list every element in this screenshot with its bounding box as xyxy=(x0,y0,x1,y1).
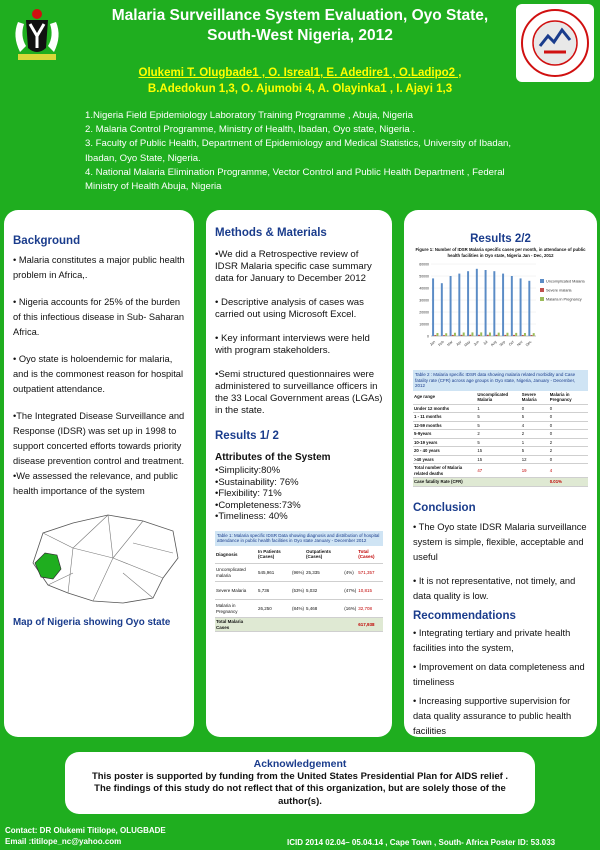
table-cell: Diagnosis xyxy=(215,546,257,564)
table-total-row xyxy=(215,618,383,632)
bar-jun-series-0 xyxy=(476,269,478,336)
attributes-subtitle: Attributes of the System xyxy=(215,452,331,463)
figure1-caption: Figure 1: Number of IDSR Malaria specific cases per month, in attendance of public health facilities in Oyo state, Nigeria Jan - Dec, 2012 xyxy=(415,247,586,258)
affiliation-4: 4. National Malaria Elimination Programme, Vector Control and Public Health Department , Federal Ministry of Health Abuja, Nigeria xyxy=(85,166,505,193)
bar-jan-series-2 xyxy=(436,333,438,336)
list-item: • The Oyo state IDSR Malaria surveillance system is simple, flexible, acceptable and useful xyxy=(413,521,587,562)
table-cell: 47 xyxy=(476,464,520,478)
bar-jun-series-1 xyxy=(478,335,480,336)
x-tick-label: Jan xyxy=(429,339,437,347)
table-cell: Total (Cases) xyxy=(357,546,383,564)
table-cell: 1 xyxy=(521,438,549,447)
y-tick-label: 30000 xyxy=(419,298,429,303)
bar-aug-series-1 xyxy=(496,335,498,336)
bar-jan-series-1 xyxy=(434,335,436,336)
table-cell: 5,032 xyxy=(305,582,343,600)
x-tick-label: Dec xyxy=(524,339,533,348)
table-cell: 5 xyxy=(476,438,520,447)
authors-line-1 xyxy=(95,65,505,81)
table-row xyxy=(413,464,588,478)
bar-mar-series-1 xyxy=(452,335,454,336)
methods-para-2: • Descriptive analysis of cases was carried out using Microsoft Excel. xyxy=(215,297,364,320)
table-cell xyxy=(521,478,549,487)
table-cell: 0 xyxy=(549,455,588,464)
table-row xyxy=(413,421,588,430)
table-cell xyxy=(343,546,357,564)
acknowledgement-box xyxy=(65,752,535,814)
background-para-4: •The Integrated Disease Surveillance and Response (IDSR) was set up in 1998 to support concerted efforts towards priority disease prevention control and treatment. xyxy=(13,411,185,466)
x-tick-label: May xyxy=(463,339,472,348)
table-cell xyxy=(291,618,305,632)
authors xyxy=(95,65,505,97)
table-cell: (16%) xyxy=(343,600,357,618)
table-cell: 19 xyxy=(521,464,549,478)
table-cell: 0 xyxy=(549,404,588,413)
y-tick-label: 60000 xyxy=(419,262,429,267)
nigeria-map xyxy=(13,503,185,613)
table2-grid xyxy=(413,391,588,487)
bar-nov-series-2 xyxy=(524,333,526,336)
bar-jul-series-0 xyxy=(485,270,487,336)
table-cell xyxy=(305,618,343,632)
methods-para-4: •Semi structured questionnaires were administered to surveillance officers in the 33 Local Government areas (LGAs) in the state. xyxy=(215,369,383,416)
table-cell: (4%) xyxy=(343,564,357,582)
results-panel xyxy=(404,210,597,737)
coat-of-arms-logo xyxy=(6,4,68,66)
results2-title: Results 2/2 xyxy=(470,233,531,245)
table-cell: (96%) xyxy=(291,564,305,582)
background-para-5: •We assessed the relevance, and public health importance of the system xyxy=(13,471,178,496)
table-cell: 0 xyxy=(549,413,588,422)
attribute-flexibility: •Flexibility: 71% xyxy=(215,488,282,499)
conclusion-title: Conclusion xyxy=(413,501,476,514)
bar-oct-series-0 xyxy=(511,276,513,336)
table-cell: 2 xyxy=(521,430,549,439)
affiliation-3: 3. Faculty of Public Health, Department of Epidemiology and Medical Statistics, University of Ibadan, Ibadan, Oyo State, Nigeria. xyxy=(85,138,512,164)
table-row xyxy=(413,430,588,439)
x-tick-label: Aug xyxy=(489,339,498,348)
affiliations xyxy=(85,109,525,194)
methods-para-1: •We did a Retrospective review of IDSR Malaria specific case summary data for January to December 2012 xyxy=(215,249,372,284)
table-cell: 15 xyxy=(476,455,520,464)
table-cell: 12-59 months xyxy=(413,421,476,430)
bar-apr-series-0 xyxy=(458,274,460,336)
bar-jan-series-0 xyxy=(432,278,434,336)
table1-header xyxy=(215,546,383,564)
bar-oct-series-2 xyxy=(515,333,517,336)
recommendations-list xyxy=(413,626,588,739)
table-cell: 545,961 xyxy=(257,564,291,582)
legend-label: Severe malaria xyxy=(546,288,572,293)
attribute-timeliness: •Timeliness: 40% xyxy=(215,511,288,522)
table-cell: 0.01% xyxy=(549,478,588,487)
contact-info xyxy=(5,826,166,847)
table-cell: Malaria in Pregnancy xyxy=(549,391,588,405)
methods-title: Methods & Materials xyxy=(215,227,327,239)
bar-sep-series-1 xyxy=(504,335,506,336)
table-row xyxy=(413,404,588,413)
bar-aug-series-2 xyxy=(498,333,500,336)
x-tick-label: Oct xyxy=(508,339,515,347)
bar-feb-series-1 xyxy=(443,335,445,336)
table-cell: 1 - 11 months xyxy=(413,413,476,422)
table-cell: 5 xyxy=(476,421,520,430)
contact-name: Contact: DR Olukemi Titilope, OLUGBADE xyxy=(5,826,166,835)
list-item: • Integrating tertiary and private health facilities into the system, xyxy=(413,627,571,653)
y-tick-label: 10000 xyxy=(419,322,429,327)
methods-panel xyxy=(206,210,392,737)
y-tick-label: 20000 xyxy=(419,310,429,315)
table-total-row xyxy=(413,478,588,487)
table-cell: 0 xyxy=(549,430,588,439)
x-tick-label: Mar xyxy=(446,339,454,348)
table2-caption: Table 2 : Malaria specific IDSR data showing malaria related morbidity and Case fatality rate (CFR) across age groups in Oyo state, Nigeria, January - December, 2012 xyxy=(413,370,588,391)
legend-swatch xyxy=(540,279,544,283)
bar-dec-series-1 xyxy=(531,335,533,336)
table-cell: Uncomplicated malaria xyxy=(215,564,257,582)
table-cell: 2 xyxy=(476,430,520,439)
bar-feb-series-2 xyxy=(445,333,447,336)
bar-dec-series-0 xyxy=(528,281,530,336)
figure1 xyxy=(413,247,588,368)
bar-oct-series-1 xyxy=(513,335,515,336)
table-cell: Case fatality Rate (CFR) xyxy=(413,478,476,487)
header xyxy=(0,0,600,200)
background-title: Background xyxy=(13,235,81,247)
bar-aug-series-0 xyxy=(493,271,495,336)
map-caption: Map of Nigeria showing Oyo state xyxy=(13,617,171,628)
background-panel xyxy=(4,210,194,737)
bar-nov-series-0 xyxy=(520,278,522,336)
table-cell: 5 xyxy=(521,413,549,422)
table-cell xyxy=(476,478,520,487)
table-cell: 10-19 years xyxy=(413,438,476,447)
list-item: • Increasing supportive supervision for data quality assurance to public health facilities xyxy=(413,695,572,736)
table-row xyxy=(413,455,588,464)
table-cell: 5,736 xyxy=(257,582,291,600)
table-cell: 10,815 xyxy=(357,582,383,600)
y-tick-label: 50000 xyxy=(419,274,429,279)
table-cell: 617,938 xyxy=(357,618,383,632)
table1-caption: Table 1: Malaria specific IDSR Data showing diagnosis and distribution of hospital attendance in public health facilities in Oyo state January - December 2012 xyxy=(215,531,383,546)
bar-mar-series-0 xyxy=(450,276,452,336)
bar-may-series-1 xyxy=(469,335,471,336)
bar-apr-series-1 xyxy=(461,335,463,336)
table-cell: 2 xyxy=(549,438,588,447)
y-tick-label: 0 xyxy=(427,334,429,339)
table-row xyxy=(413,413,588,422)
x-tick-label: Jun xyxy=(472,339,480,347)
table-cell: Outpatients (Cases) xyxy=(305,546,343,564)
table-cell: >40 years xyxy=(413,455,476,464)
poster-title: Malaria Surveillance System Evaluation, Oyo State, South-West Nigeria, 2012 xyxy=(111,7,489,44)
legend-label: Uncomplicated Malaria xyxy=(546,279,585,284)
table-cell: 5 xyxy=(521,447,549,456)
table-cell: 5,468 xyxy=(305,600,343,618)
table-cell xyxy=(343,618,357,632)
table-cell: (47%) xyxy=(343,582,357,600)
x-tick-label: Apr xyxy=(455,339,463,347)
attribute-completeness: •Completeness:73% xyxy=(215,499,301,511)
table-cell: Uncomplicated Malaria xyxy=(476,391,520,405)
x-tick-label: Sep xyxy=(498,339,507,348)
table-cell: 0 xyxy=(549,421,588,430)
legend-swatch xyxy=(540,297,544,301)
background-para-2: • Nigeria accounts for 25% of the burden of this infectious disease in Sub- Saharan Africa. xyxy=(13,297,185,337)
table-cell: Severe Malaria xyxy=(215,582,257,600)
x-tick-label: Nov xyxy=(516,339,524,348)
table-cell: 12 xyxy=(521,455,549,464)
bar-may-series-0 xyxy=(467,271,469,336)
table-cell: 32,708 xyxy=(357,600,383,618)
table2 xyxy=(413,370,588,487)
table-row xyxy=(413,447,588,456)
table-cell xyxy=(291,546,305,564)
background-para-1: • Malaria constitutes a major public health problem in Africa,. xyxy=(13,255,185,280)
table-cell: 15 xyxy=(476,447,520,456)
table-cell: Total number of Malaria related deaths xyxy=(413,464,476,478)
legend-swatch xyxy=(540,288,544,292)
list-item: • Improvement on data completeness and timeliness xyxy=(413,661,585,687)
table-cell: 571,357 xyxy=(357,564,383,582)
recommendations-title: Recommendations xyxy=(413,609,516,622)
table-cell: 5 xyxy=(476,413,520,422)
bar-jul-series-2 xyxy=(489,333,491,336)
attribute-sustainability: •Sustainability: 76% xyxy=(215,476,299,488)
table1 xyxy=(215,531,383,633)
table-cell: Age range xyxy=(413,391,476,405)
table-row xyxy=(215,600,383,618)
list-item: • It is not representative, not timely, and data quality is low. xyxy=(413,575,576,601)
bar-mar-series-2 xyxy=(454,333,456,336)
acknowledgement-title: Acknowledgement xyxy=(253,758,347,770)
background-para-3: • Oyo state is holoendemic for malaria, and is the commonest reason for hospital outpatient attendance. xyxy=(13,354,184,394)
table-cell: 4 xyxy=(549,464,588,478)
conference-info: ICID 2014 02.04– 05.04.14 , Cape Town , South- Africa Poster ID: 53.033 xyxy=(287,838,556,847)
bar-jul-series-1 xyxy=(487,335,489,336)
table-cell: 4 xyxy=(521,421,549,430)
table-cell: Malaria in Pregnancy xyxy=(215,600,257,618)
table-row xyxy=(215,582,383,600)
table-cell: Under 12 months xyxy=(413,404,476,413)
x-tick-label: Jul xyxy=(482,339,489,346)
bar-apr-series-2 xyxy=(463,333,465,336)
table-row xyxy=(215,564,383,582)
table-cell: 25,335 xyxy=(305,564,343,582)
table-cell: (84%) xyxy=(291,600,305,618)
table-cell: 26,250 xyxy=(257,600,291,618)
table-row xyxy=(413,438,588,447)
x-tick-label: Feb xyxy=(437,339,445,348)
conclusion-list xyxy=(413,520,588,604)
bar-feb-series-0 xyxy=(441,283,443,336)
table1-grid xyxy=(215,546,383,633)
table-cell: 2 xyxy=(549,447,588,456)
table-cell: Total Malaria Cases xyxy=(215,618,257,632)
bar-dec-series-2 xyxy=(533,333,535,336)
authors-line-2: B.Adedokun 1,3, O. Ajumobi 4, A. Olayinka1 , I. Ajayi 1,3 xyxy=(147,83,453,95)
bar-jun-series-2 xyxy=(480,332,482,336)
table2-header xyxy=(413,391,588,405)
y-tick-label: 40000 xyxy=(419,286,429,291)
bar-sep-series-0 xyxy=(502,274,504,336)
bar-nov-series-1 xyxy=(522,335,524,336)
affiliation-1: 1.Nigeria Field Epidemiology Laboratory Training Programme , Abuja, Nigeria xyxy=(85,110,413,121)
table-cell: 20 - 40 years xyxy=(413,447,476,456)
attribute-simplicity: •Simplicity:80% xyxy=(215,465,281,476)
table-cell: 5-9years xyxy=(413,430,476,439)
methods-para-3: • Key informant interviews were held with program stakeholders. xyxy=(215,333,370,356)
legend-label: Malaria in Pregnancy xyxy=(546,297,582,302)
monthly-cases-chart xyxy=(413,258,588,363)
acknowledgement-line-2: The findings of this study do not reflect that of this organization, but are solely those of the author(s). xyxy=(94,783,506,807)
table-cell: 1 xyxy=(476,404,520,413)
bar-sep-series-2 xyxy=(506,333,508,336)
field-epidemiology-logo xyxy=(516,4,594,82)
table-cell: In Patients (Cases) xyxy=(257,546,291,564)
first-author: Olukemi T. Olugbade1 , O. Isreal1, E. Adedire1 , O.Ladipo2 , xyxy=(138,67,462,79)
results1-title: Results 1/ 2 xyxy=(215,430,279,442)
table-cell: (53%) xyxy=(291,582,305,600)
affiliation-2: 2. Malaria Control Programme, Ministry of Health, Ibadan, Oyo state, Nigeria . xyxy=(85,124,416,136)
table-cell: Severe Malaria xyxy=(521,391,549,405)
table-cell xyxy=(257,618,291,632)
acknowledgement-line-1: This poster is supported by funding from the United States Presidential Plan for AIDS relief . xyxy=(91,770,509,782)
table-cell: 0 xyxy=(521,404,549,413)
contact-email: Email :titilope_nc@yahoo.com xyxy=(5,836,122,846)
bar-may-series-2 xyxy=(471,332,473,336)
